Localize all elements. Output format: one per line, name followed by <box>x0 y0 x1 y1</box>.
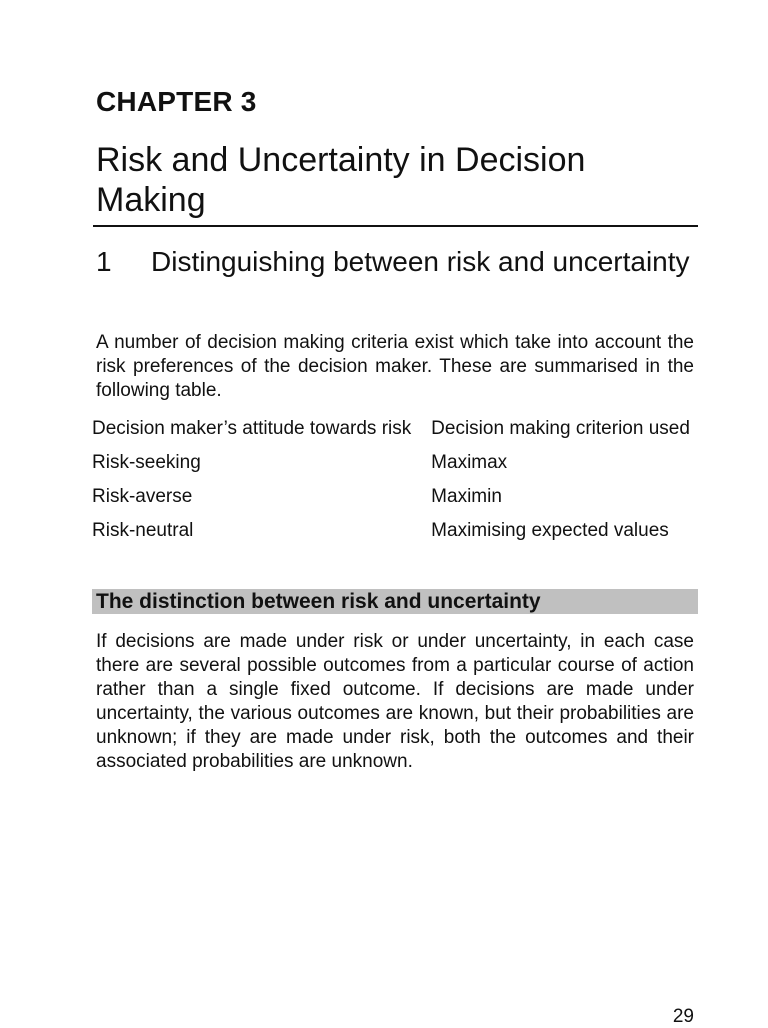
title-underline <box>93 225 698 227</box>
section-heading-text: Distinguishing between risk and uncertainty <box>151 246 690 277</box>
chapter-label: CHAPTER 3 <box>96 86 257 117</box>
table-header-cell: Decision making criterion used <box>431 418 690 439</box>
table-row <box>88 451 700 485</box>
table-row <box>88 485 700 519</box>
subsection-paragraph: If decisions are made under risk or under uncertainty, in each case there are several possible outcomes from a particular course of action rather than a single fixed outcome. If decisions are made under uncertainty, the various outcomes are known, but their probabilities are unknown; if they are made under risk, both the outcomes and their associated probabilities are unknown. <box>96 631 694 772</box>
table-header-row <box>88 417 700 451</box>
table-cell: Maximising expected values <box>431 520 669 541</box>
table-cell: Maximin <box>431 486 502 507</box>
table-cell: Risk-seeking <box>92 452 201 473</box>
table-cell: Maximax <box>431 452 508 473</box>
table-cell: Risk-neutral <box>92 520 194 541</box>
criteria-table <box>88 417 700 553</box>
table-cell: Risk-averse <box>92 486 193 507</box>
chapter-title: Risk and Uncertainty in Decision Making <box>96 141 586 219</box>
table-row <box>88 519 700 553</box>
intro-paragraph: A number of decision making criteria exist which take into account the risk preferences of the decision maker. These are summarised in the following table. <box>96 332 694 401</box>
section-heading <box>96 244 696 280</box>
subsection-heading: The distinction between risk and uncertainty <box>92 589 698 614</box>
table-header-cell: Decision maker’s attitude towards risk <box>92 418 412 439</box>
page-number: 29 <box>672 1006 694 1027</box>
section-number: 1 <box>96 246 112 277</box>
